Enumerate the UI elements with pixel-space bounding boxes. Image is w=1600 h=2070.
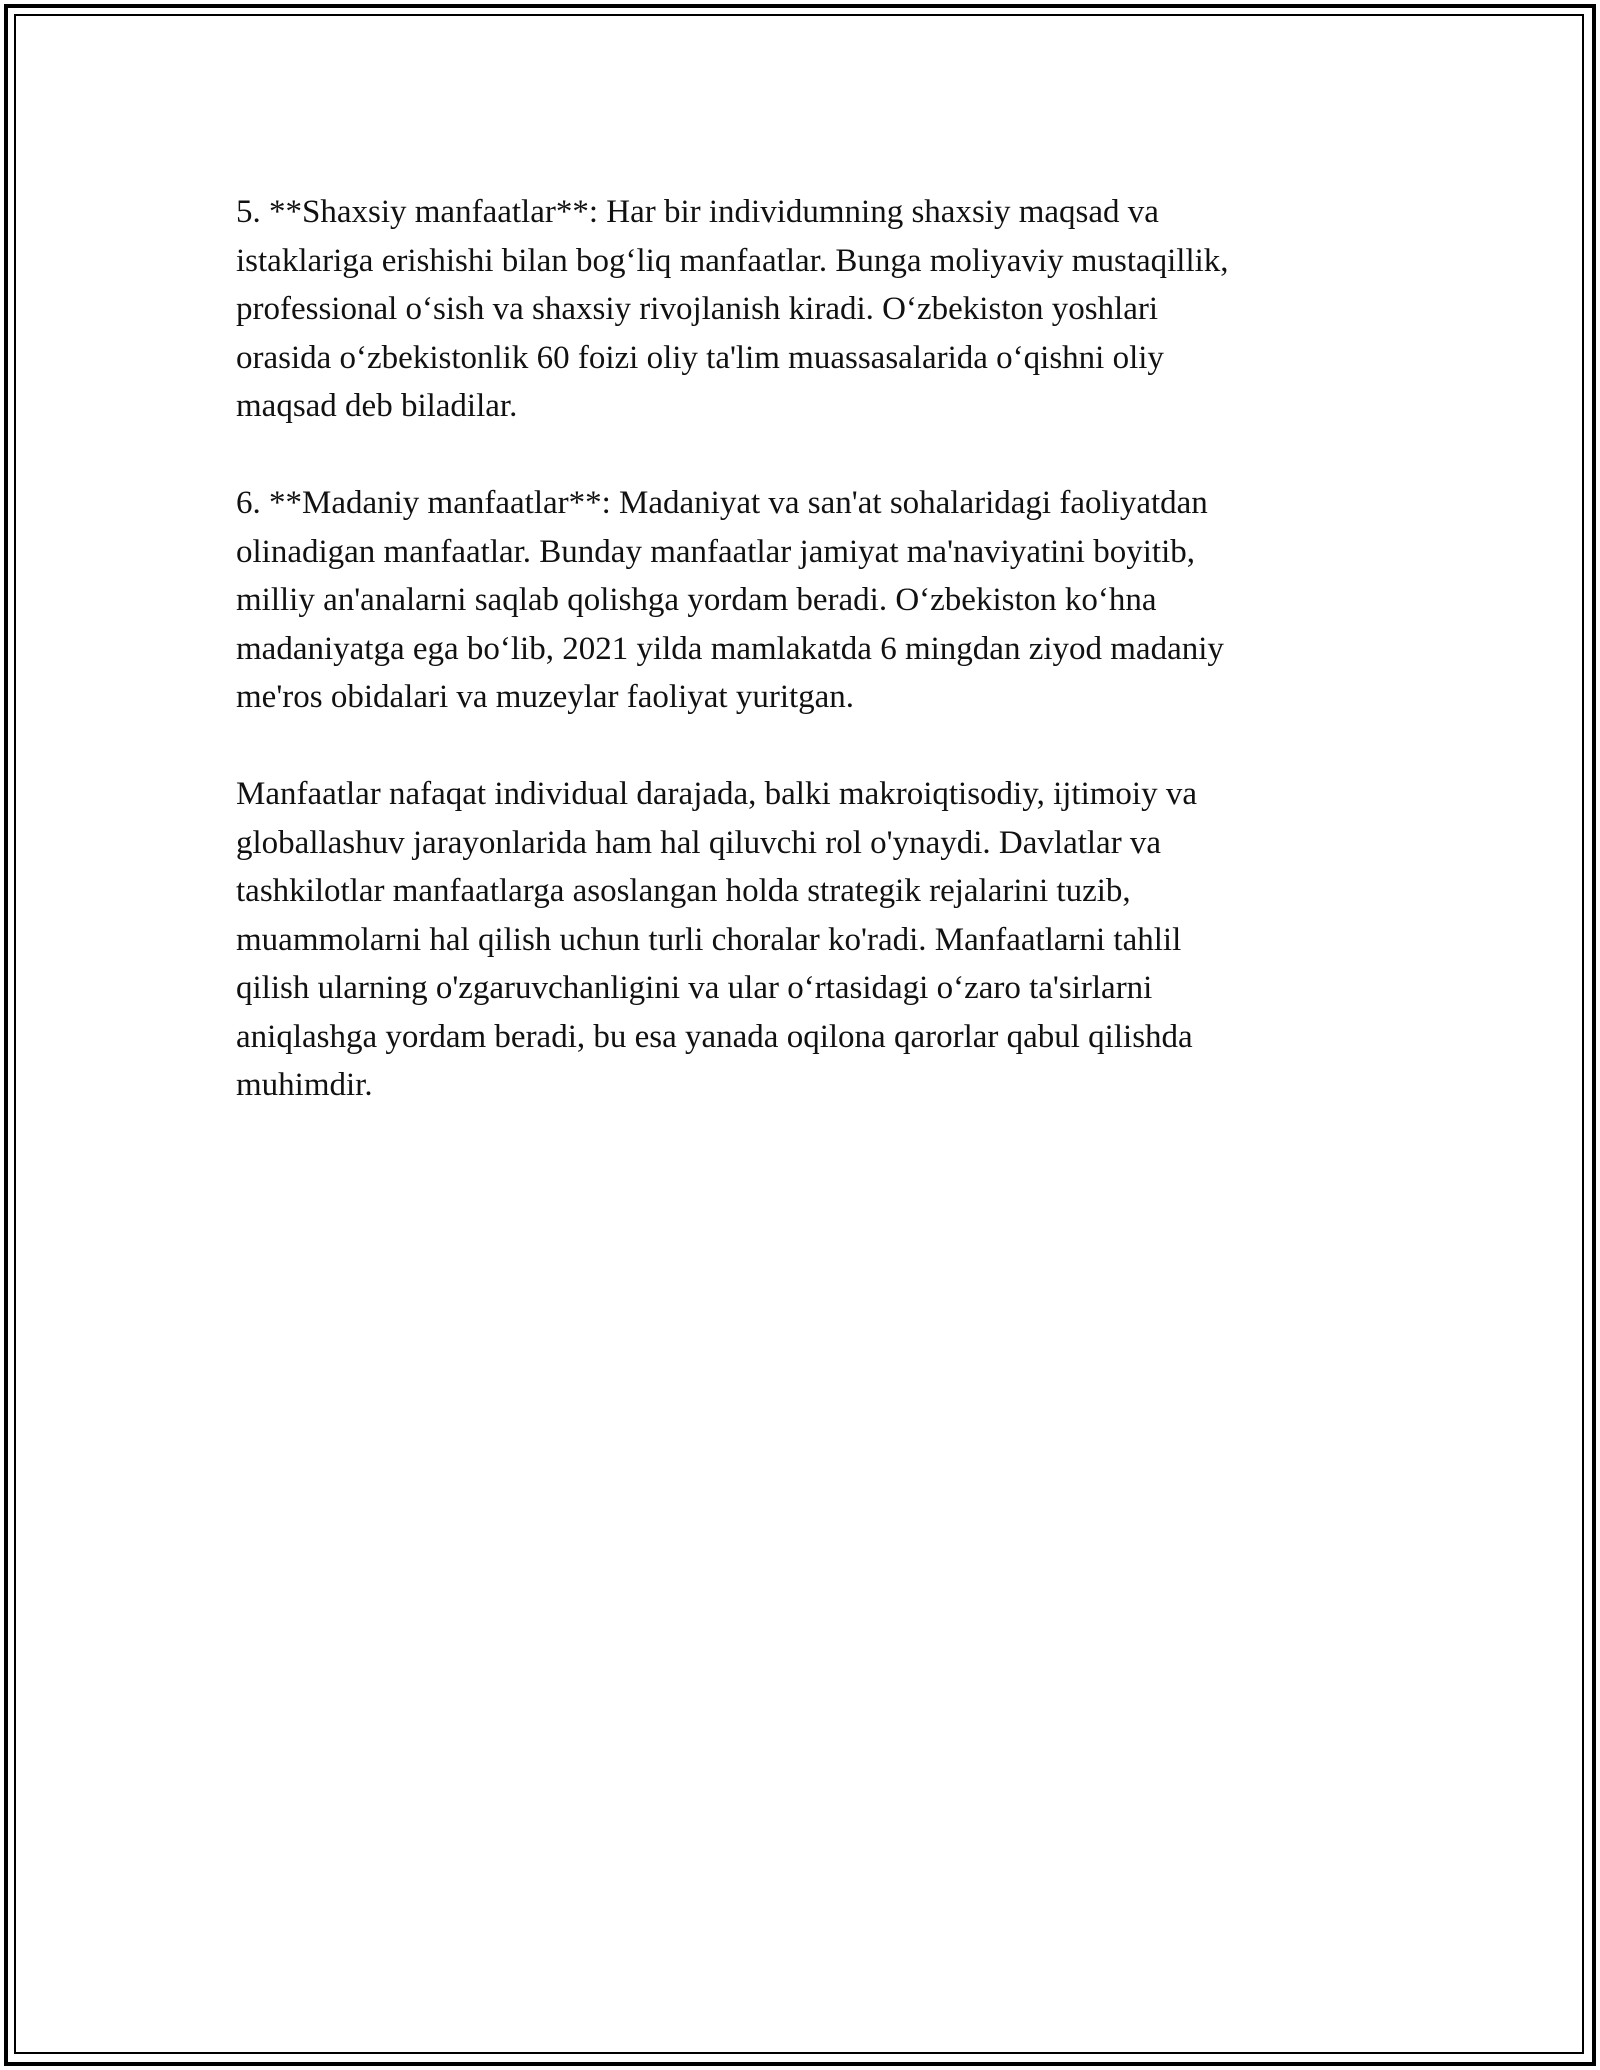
text-line: milliy an'analarni saqlab qolishga yordam beradi. Oʻzbekiston koʻhna (236, 582, 1157, 618)
text-line: professional oʻsish va shaxsiy rivojlanish kiradi. Oʻzbekiston yoshlari (236, 291, 1159, 327)
text-line: 5. **Shaxsiy manfaatlar**: Har bir individumning shaxsiy maqsad va (236, 194, 1159, 230)
paragraph-cultural-interests (236, 479, 1366, 722)
text-line: muammolarni hal qilish uchun turli choralar ko'radi. Manfaatlarni tahlil (236, 921, 1182, 958)
text-line: tashkilotlar manfaatlarga asoslangan holda strategik rejalarini tuzib, (236, 873, 1131, 909)
text-line: maqsad deb biladilar. (236, 388, 518, 424)
text-line: istaklariga erishishi bilan bogʻliq manfaatlar. Bunga moliyaviy mustaqillik, (236, 242, 1229, 279)
text-line: globallashuv jarayonlarida ham hal qiluvchi rol o'ynaydi. Davlatlar va (236, 824, 1162, 861)
text-line: olinadigan manfaatlar. Bunday manfaatlar jamiyat ma'naviyatini boyitib, (236, 533, 1195, 570)
text-line: madaniyatga ega boʻlib, 2021 yilda mamlakatda 6 mingdan ziyod madaniy (236, 630, 1224, 667)
text-line: Manfaatlar nafaqat individual darajada, balki makroiqtisodiy, ijtimoiy va (236, 776, 1197, 812)
text-line: me'ros obidalari va muzeylar faoliyat yuritgan. (236, 679, 855, 715)
paragraph-conclusion (236, 770, 1366, 1110)
document-body (236, 188, 1366, 1158)
text-line: aniqlashga yordam beradi, bu esa yanada oqilona qarorlar qabul qilishda (236, 1018, 1193, 1055)
text-line: 6. **Madaniy manfaatlar**: Madaniyat va san'at sohalaridagi faoliyatdan (236, 485, 1208, 521)
text-line: qilish ularning o'zgaruvchanligini va ular oʻrtasidagi oʻzaro ta'sirlarni (236, 970, 1153, 1006)
paragraph-personal-interests (236, 188, 1366, 431)
text-line: orasida oʻzbekistonlik 60 foizi oliy ta'lim muassasalarida oʻqishni oliy (236, 339, 1164, 376)
text-line: muhimdir. (236, 1067, 373, 1103)
